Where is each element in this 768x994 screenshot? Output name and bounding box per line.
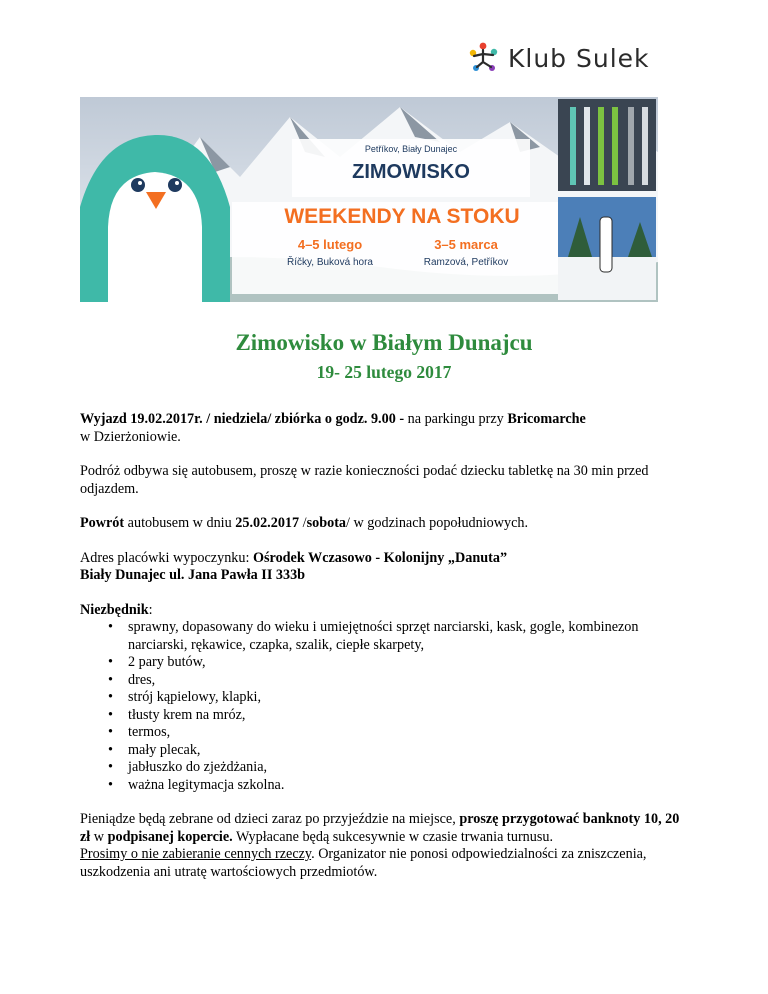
money-text-2: w [90,828,108,845]
valuables-text: . Organizator nie ponosi odpowiedzialności za zniszczenia, uszkodzenia ani utratę wartościowych przedmiotów. [80,846,647,880]
list-heading-colon: : [148,601,153,618]
money-text-3: Wypłacane będą sukcesywnie w czasie trwania turnusu. [232,828,554,845]
venue-address: Biały Dunajec ul. Jana Pawła II 333b [80,567,306,583]
event-banner [80,97,658,302]
valuables-paragraph [80,846,690,881]
club-logo-icon [466,40,502,76]
banner-location: Petříkov, Biały Dunajec [364,144,458,154]
venue-name: Ośrodek Wczasowo - Kolonijny „Danuta” [252,549,508,566]
list-item: • tłusty krem na mróz, [128,707,690,725]
return-day: sobota [306,515,347,531]
banner-graphic [80,97,658,302]
document-body [80,411,690,898]
banner-headline: WEEKENDY NA STOKU [284,205,520,228]
address-lead: Adres placówki wypoczynku: [80,549,253,566]
address-paragraph [80,550,690,585]
list-item: • dres, [128,672,690,690]
departure-place: Bricomarche [507,411,586,427]
return-date: 25.02.2017 [235,515,300,531]
club-logo [466,40,650,76]
list-item: • 2 pary butów, [128,654,690,672]
return-lead: Powrót [80,515,125,531]
money-bold-1: proszę przygotować banknoty 10, 20 zł [80,811,680,845]
club-logo-text: Klub Sulek [508,43,650,73]
list-heading-line [80,602,690,620]
list-item: • mały plecak, [128,742,690,760]
money-bold-2: podpisanej kopercie. [107,828,233,845]
banner-place-2: Ramzová, Petříkov [423,257,509,268]
travel-paragraph: Podróż odbywa się autobusem, proszę w razie konieczności podać dziecku tabletkę na 30 min przed odjazdem. [80,463,649,497]
return-text-1: autobusem w dniu [124,515,236,531]
document-subtitle: 19- 25 lutego 2017 [316,362,452,382]
list-item: • strój kąpielowy, klapki, [128,689,690,707]
banner-place-1: Říčky, Buková hora [287,257,373,268]
document-title: Zimowisko w Białym Dunajcu [235,330,533,355]
banner-event: ZIMOWISKO [352,161,470,183]
money-text-1: Pieniądze będą zebrane od dzieci zaraz po przyjeździe na miejsce, [80,811,460,827]
list-item: • ważna legitymacja szkolna. [128,777,690,795]
list-item: • termos, [128,724,690,742]
list-item: • jabłuszko do zjeżdżania, [128,759,690,777]
banner-date-2: 3–5 marca [434,237,498,252]
banner-date-1: 4–5 lutego [297,237,363,252]
return-paragraph [80,515,690,533]
return-text-3: / w godzinach popołudniowych. [346,515,529,531]
departure-city: w Dzierżoniowie. [80,428,181,445]
list-item: • sprawny, dopasowany do wieku i umiejętności sprzęt narciarski, kask, gogle, kombinezon narciarski, rękawice, czapka, szalik, ciepłe skarpety, [128,619,690,654]
list-heading: Niezbędnik [80,601,149,618]
departure-lead: Wyjazd 19.02.2017r. / niedziela/ zbiórka o godz. 9.00 - [80,411,405,427]
money-paragraph [80,811,690,846]
departure-paragraph [80,411,690,446]
departure-text: na parkingu przy [404,411,508,427]
valuables-underlined: Prosimy o nie zabieranie cennych rzeczy [80,846,312,862]
return-text-2: / [299,515,307,531]
packing-list [80,619,690,794]
